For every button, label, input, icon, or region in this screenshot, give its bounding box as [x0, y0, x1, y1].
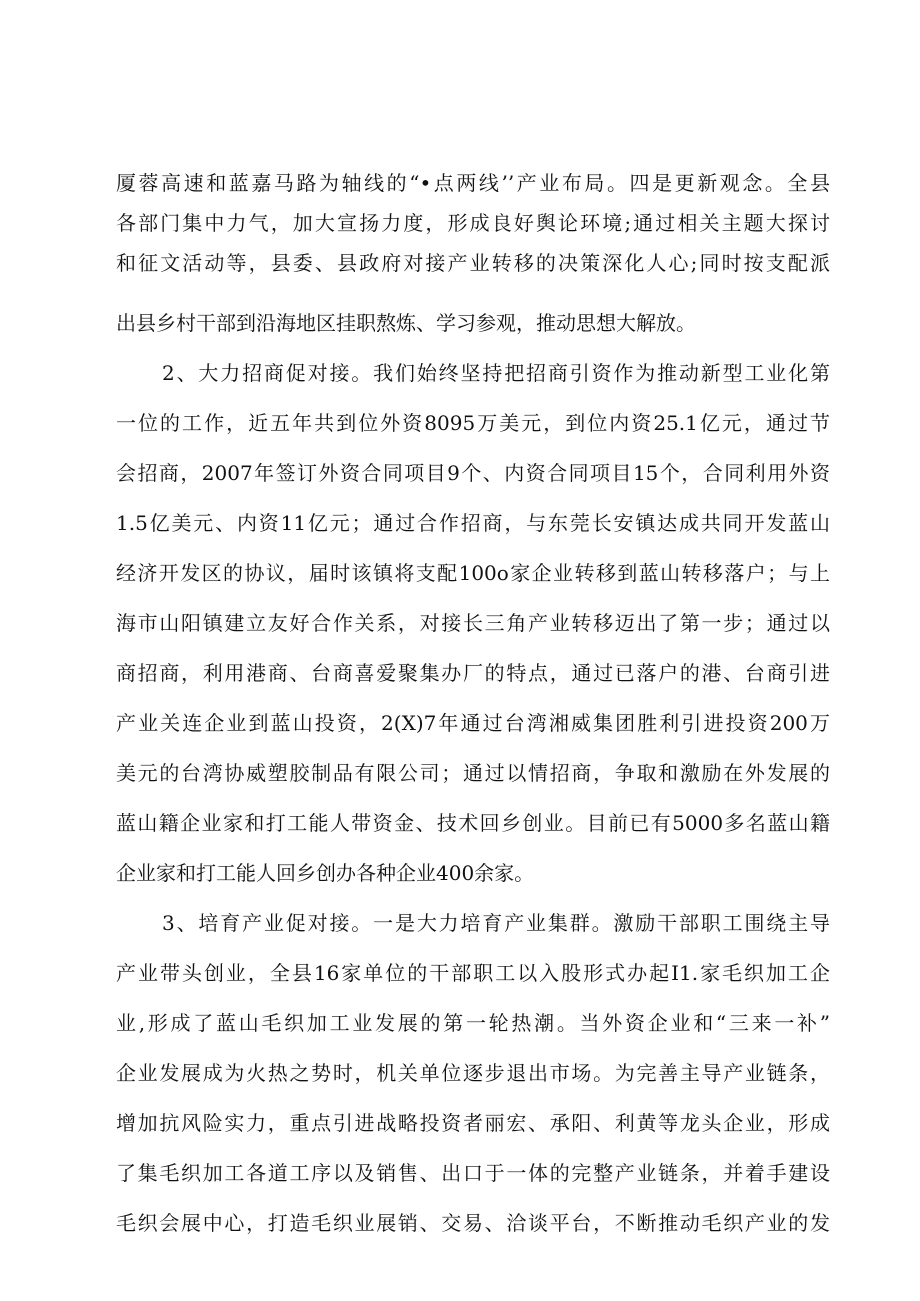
text-line: 毛织会展中心，打造毛织业展销、交易、洽谈平台，不断推动毛织产业的发 — [116, 1211, 830, 1235]
text-line: 海市山阳镇建立友好合作关系，对接长三角产业转移迈出了第一步；通过以 — [116, 611, 830, 635]
paragraph-first-line: 3、培育产业促对接。一是大力培育产业集群。激励干部职工围绕主导 — [162, 911, 830, 935]
text-line: 业,形成了蓝山毛织加工业发展的第一轮热潮。当外资企业和“三来一补” — [116, 1011, 830, 1035]
text-line: 一位的工作，近五年共到位外资8095万美元，到位内资25.1亿元，通过节 — [116, 411, 830, 435]
text-line: 厦蓉高速和蓝嘉马路为轴线的“•点两线’’产业布局。四是更新观念。全县 — [116, 171, 830, 195]
text-line: 1.5亿美元、内资11亿元；通过合作招商，与东莞长安镇达成共同开发蓝山 — [116, 511, 830, 535]
text-line: 蓝山籍企业家和打工能人带资金、技术回乡创业。目前已有5000多名蓝山籍 — [116, 811, 830, 835]
text-line: 增加抗风险实力，重点引进战略投资者丽宏、承阳、利黄等龙头企业，形成 — [116, 1111, 830, 1135]
text-line: 产业关连企业到蓝山投资，2(X)7年通过台湾湘威集团胜利引进投资200万 — [116, 711, 830, 735]
text-line: 出县乡村干部到沿海地区挂职熬炼、学习参观，推动思想大解放。 — [116, 311, 696, 335]
paragraph-first-line: 2、大力招商促对接。我们始终坚持把招商引资作为推动新型工业化第 — [162, 361, 830, 385]
text-line: 会招商，2007年签订外资合同项目9个、内资合同项目15个，合同利用外资 — [116, 461, 830, 485]
text-line: 产业带头创业，全县16家单位的干部职工以入股形式办起I1.家毛织加工企 — [116, 961, 830, 985]
text-line: 各部门集中力气，加大宣扬力度，形成良好舆论环境;通过相关主题大探讨 — [116, 211, 830, 235]
text-line: 了集毛织加工各道工序以及销售、出口于一体的完整产业链条，并着手建设 — [116, 1161, 830, 1185]
text-line: 企业发展成为火热之势时，机关单位逐步退出市场。为完善主导产业链条， — [116, 1061, 830, 1085]
text-line: 和征文活动等，县委、县政府对接产业转移的决策深化人心;同时按支配派 — [116, 251, 830, 275]
text-line: 商招商，利用港商、台商喜爱聚集办厂的特点，通过已落户的港、台商引进 — [116, 661, 830, 685]
text-line: 美元的台湾协威塑胶制品有限公司；通过以情招商，争取和激励在外发展的 — [116, 761, 830, 785]
text-line: 企业家和打工能人回乡创办各种企业400余家。 — [116, 861, 535, 885]
text-line: 经济开发区的协议，届时该镇将支配100o家企业转移到蓝山转移落户；与上 — [116, 561, 830, 585]
